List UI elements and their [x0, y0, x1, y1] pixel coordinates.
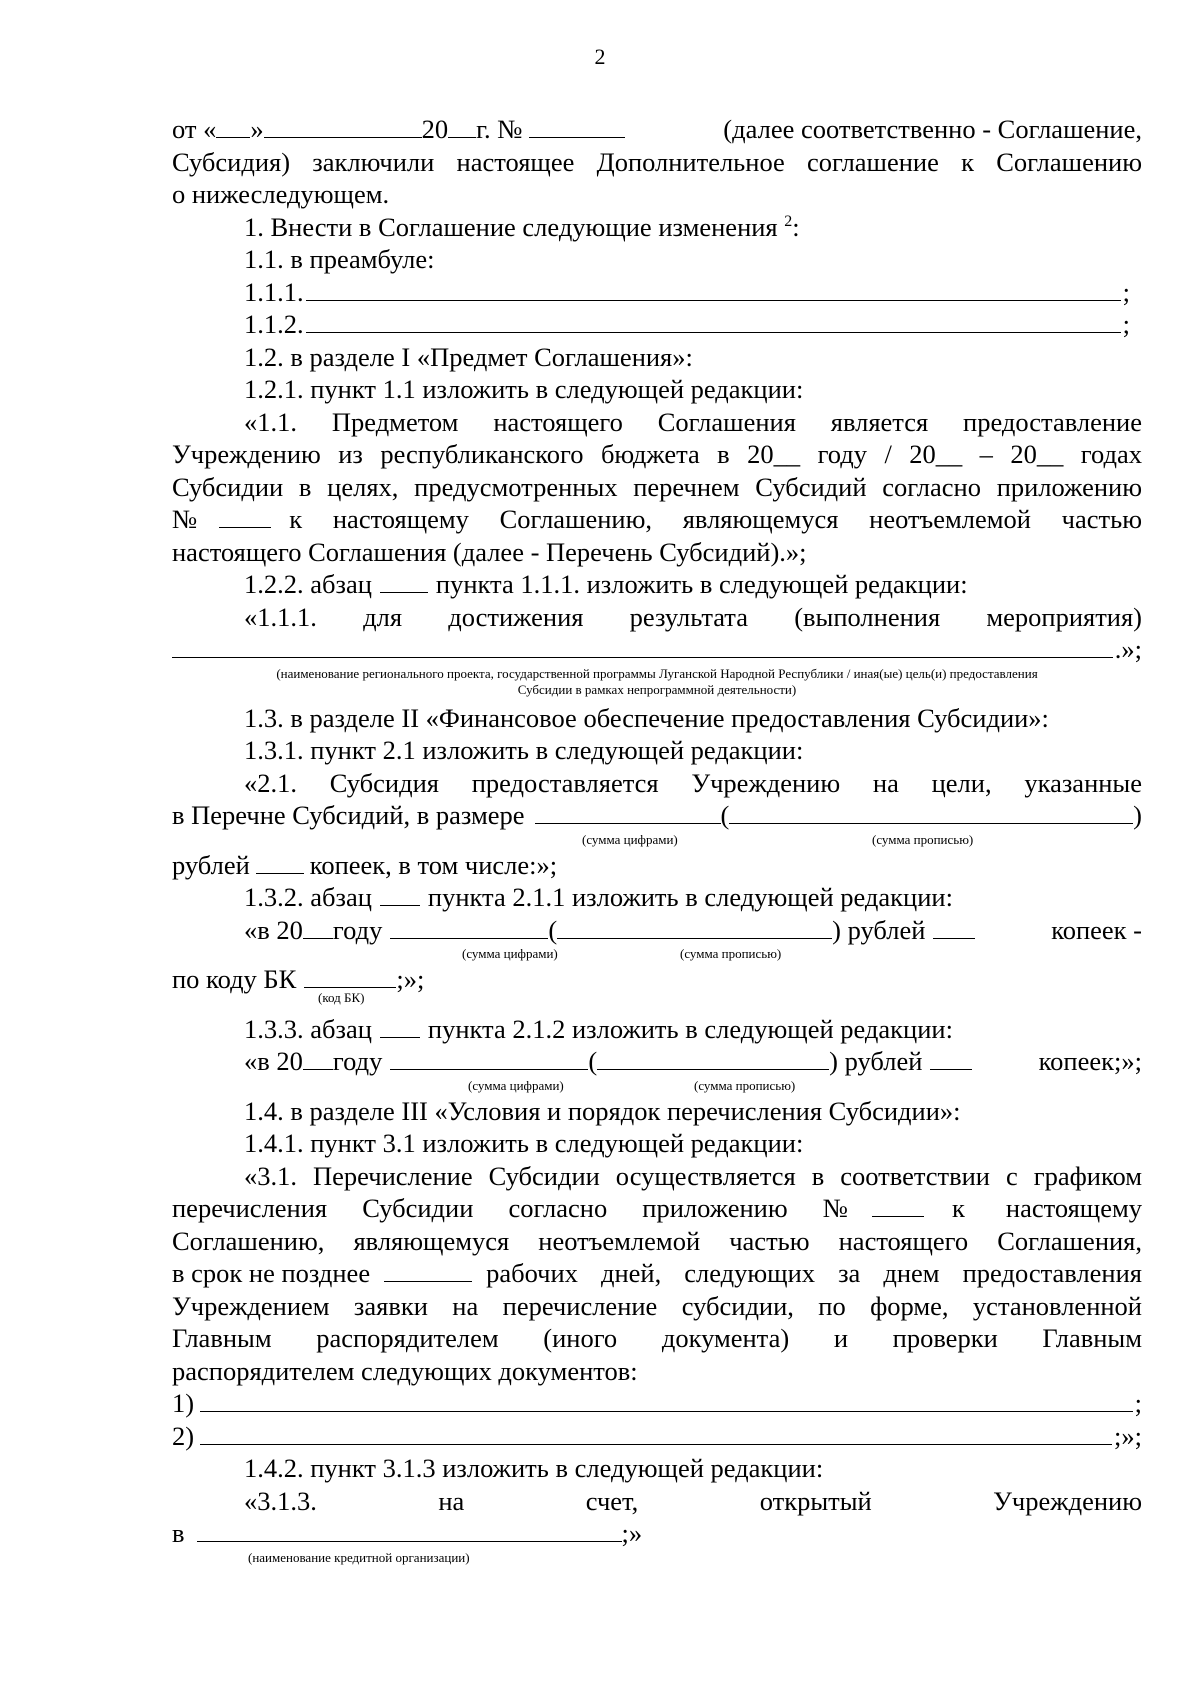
- page-number: 2: [594, 44, 606, 69]
- paren-close: ): [1133, 800, 1142, 830]
- quote-3-1-line-3: Соглашению, являющемуся неотъемлемой частью настоящего Соглашения,: [172, 1225, 1142, 1256]
- quote-text: ) рублей: [829, 1046, 923, 1076]
- month-blank: [264, 115, 422, 138]
- quote-3-1-line-5: Учреждением заявки на перечисление субсидии, по форме, установленной: [172, 1290, 1142, 1321]
- quote-text: в Перечне Субсидий, в размере: [172, 800, 525, 830]
- item-text: пункта 1.1.1. изложить в следующей редакции:: [435, 569, 968, 599]
- item-end: ;: [1134, 1388, 1142, 1418]
- sum-words-blank: [597, 1047, 829, 1070]
- blank-line: [200, 1389, 1133, 1412]
- caption-digits: (сумма цифрами): [468, 1077, 564, 1093]
- caption-bk: (код БК): [318, 989, 365, 1005]
- quote-text: по коду БК: [172, 964, 297, 994]
- intro-text: (далее соответственно - Соглашение,: [723, 114, 1142, 144]
- quote-end: ;»;: [396, 964, 425, 994]
- blank-line: [306, 278, 1121, 301]
- quote-3-1-line-6: Главным распорядителем (иного документа) и проверки Главным: [172, 1323, 1142, 1353]
- caption-row: [172, 1550, 1142, 1567]
- sum-words-blank: [557, 916, 832, 939]
- quote-1-1-line-3: Субсидии в целях, предусмотренных перечнем Субсидий согласно приложению: [172, 471, 1142, 502]
- blank-line: [200, 1422, 1112, 1445]
- sum-digits-blank: [390, 916, 548, 939]
- appendix-blank: [219, 505, 271, 528]
- sum-digits-blank: [390, 1047, 588, 1070]
- caption-line: (наименование регионального проекта, государственной программы Луганской Народной Республики / иная(ые) цель(и) предоставления: [276, 665, 1038, 681]
- item-text: пункта 2.1.1 изложить в следующей редакции:: [427, 882, 953, 912]
- caption-digits: (сумма цифрами): [582, 831, 678, 847]
- blank-line: [306, 310, 1121, 333]
- item-label: 1.1.2.: [244, 309, 304, 339]
- quote-text: рабочих дней, следующих за днем предоставления: [486, 1258, 1142, 1288]
- kopeks-blank: [933, 916, 975, 939]
- bank-name-blank: [197, 1519, 622, 1542]
- caption-row: [172, 832, 1142, 849]
- item-1-colon: :: [792, 211, 800, 242]
- item-1-2-1: 1.2.1. пункт 1.1 изложить в следующей редакции:: [244, 374, 804, 404]
- paren-open: (: [720, 800, 730, 830]
- year-blank: [303, 1047, 333, 1070]
- quote-text: ) рублей: [832, 914, 926, 945]
- footnote-ref: 2: [784, 212, 793, 230]
- item-label: 1.1.1.: [244, 276, 304, 307]
- appendix-blank: [872, 1194, 924, 1217]
- quote-3-1-line-4: [172, 1257, 1142, 1290]
- item-end: ;: [1122, 309, 1130, 339]
- quote-1-1-line-2: Учреждению из республиканского бюджета в 20__ году / 20__ – 20__ годах: [172, 439, 1142, 469]
- item-1-3: 1.3. в разделе II «Финансовое обеспечение предоставления Субсидии»:: [244, 702, 1049, 733]
- quote-2-1-line-2: [172, 799, 1142, 832]
- quote-text: к настоящему: [952, 1193, 1142, 1223]
- item-1-2: 1.2. в разделе I «Предмет Соглашения»:: [244, 341, 693, 372]
- kopeks-blank: [930, 1047, 972, 1070]
- quote-end: ;»: [621, 1518, 643, 1548]
- quote-1-1-line-1: «1.1. Предметом настоящего Соглашения является предоставление: [244, 406, 1142, 437]
- item-label: 1.2.2. абзац: [244, 569, 372, 599]
- item-1-3-3: [172, 1013, 1142, 1046]
- quote-text: в срок не позднее: [172, 1258, 371, 1288]
- item-label: 1.3.3. абзац: [244, 1013, 372, 1044]
- item-1-text: 1. Внести в Соглашение следующие изменения: [244, 211, 778, 242]
- days-blank: [384, 1259, 472, 1282]
- quote-3-1-3-line-1: «3.1.3. на счет, открытый Учреждению: [244, 1485, 1142, 1516]
- caption-project: [172, 666, 1142, 698]
- paragraph-blank: [380, 570, 428, 593]
- item-end: ;: [1122, 276, 1130, 307]
- item-1-1-1: [172, 276, 1142, 309]
- caption-row: [172, 989, 1142, 1013]
- intro-text: 20: [421, 114, 449, 144]
- quote-3-1-line-7: распорядителем следующих документов:: [172, 1355, 638, 1386]
- caption-row: [172, 946, 1142, 963]
- intro-line-1: [172, 113, 1142, 146]
- quote-text: «в 20: [244, 1046, 303, 1076]
- caption-line: Субсидии в рамках непрограммной деятельности): [517, 681, 797, 697]
- caption-digits: (сумма цифрами): [462, 946, 558, 961]
- quote-text: копеек;»;: [1038, 1046, 1142, 1076]
- quote-1-1-line-4: [172, 503, 1142, 536]
- quote-2-1-line-3: [172, 849, 1142, 882]
- day-blank: [216, 115, 250, 138]
- document-item-2: [172, 1420, 1142, 1453]
- paren-open: (: [588, 1046, 598, 1076]
- caption-words: (сумма прописью): [680, 946, 782, 961]
- quote-text: году: [332, 914, 383, 945]
- quote-1-1-line-5: настоящего Соглашения (далее - Перечень Субсидий).»;: [172, 536, 807, 567]
- intro-text: от «: [172, 114, 217, 144]
- quote-text: рублей: [172, 849, 250, 880]
- item-1-3-1: 1.3.1. пункт 2.1 изложить в следующей редакции:: [244, 735, 804, 765]
- item-1: [172, 211, 1142, 244]
- quote-2-1-line-1: «2.1. Субсидия предоставляется Учреждению на цели, указанные: [244, 767, 1142, 798]
- list-number: 2): [172, 1420, 195, 1451]
- intro-text: »: [250, 114, 264, 144]
- quote-text: к настоящему Соглашению, являющемуся неотъемлемой частью: [289, 504, 1142, 534]
- caption-words: (сумма прописью): [872, 831, 974, 847]
- paren-open: (: [548, 914, 558, 945]
- caption-row: [172, 1078, 1142, 1095]
- intro-text: г. №: [476, 114, 523, 144]
- quote-text: копеек, в том числе:»;: [309, 849, 558, 880]
- quote-3-1-3-line-2: [172, 1517, 1142, 1550]
- quote-text: копеек -: [1051, 914, 1142, 945]
- item-end: ;»;: [1114, 1420, 1142, 1451]
- quote-text: в: [172, 1518, 185, 1548]
- intro-line-2: Субсидия) заключили настоящее Дополнительное соглашение к Соглашению: [172, 146, 1142, 177]
- item-1-1: 1.1. в преамбуле:: [244, 244, 435, 274]
- item-text: пункта 2.1.2 изложить в следующей редакции:: [427, 1013, 953, 1044]
- caption-words: (сумма прописью): [694, 1077, 796, 1093]
- item-1-3-2: [172, 881, 1142, 914]
- intro-line-3: о нижеследующем.: [172, 179, 390, 209]
- quote-2-1-1-line-1: [172, 914, 1142, 947]
- item-1-4-2: 1.4.2. пункт 3.1.3 изложить в следующей редакции:: [244, 1453, 824, 1483]
- year-blank: [303, 916, 333, 939]
- quote-end: .»;: [1114, 634, 1142, 664]
- paragraph-blank: [380, 1015, 420, 1038]
- quote-text: «в 20: [244, 914, 303, 945]
- list-number: 1): [172, 1388, 195, 1418]
- quote-1-1-1-line-1: «1.1.1. для достижения результата (выполнения мероприятия): [244, 601, 1142, 632]
- document-item-1: [172, 1387, 1142, 1420]
- number-sign: №: [172, 504, 198, 534]
- quote-1-1-1-line-2: [172, 633, 1142, 666]
- quote-3-1-line-2: [172, 1192, 1142, 1225]
- paragraph-blank: [380, 883, 420, 906]
- item-label: 1.3.2. абзац: [244, 882, 372, 912]
- caption-bank: (наименование кредитной организации): [248, 1549, 470, 1565]
- sum-words-blank: [729, 801, 1133, 824]
- sum-digits-blank: [535, 801, 721, 824]
- year-blank: [448, 115, 476, 138]
- item-1-2-2: [172, 568, 1142, 601]
- quote-text: перечисления Субсидии согласно приложению №: [172, 1193, 848, 1223]
- blank-line: [172, 635, 1113, 658]
- item-1-4: 1.4. в разделе III «Условия и порядок перечисления Субсидии»:: [244, 1095, 961, 1126]
- item-1-4-1: 1.4.1. пункт 3.1 изложить в следующей редакции:: [244, 1128, 804, 1158]
- quote-3-1-line-1: «3.1. Перечисление Субсидии осуществляется в соответствии с графиком: [244, 1160, 1142, 1191]
- item-1-1-2: [172, 308, 1142, 341]
- quote-text: году: [332, 1046, 383, 1076]
- number-blank: [529, 115, 625, 138]
- kopeks-blank: [256, 851, 304, 874]
- bk-code-blank: [304, 965, 396, 988]
- document-body: [172, 113, 1142, 1567]
- quote-2-1-2-line-1: [172, 1045, 1142, 1078]
